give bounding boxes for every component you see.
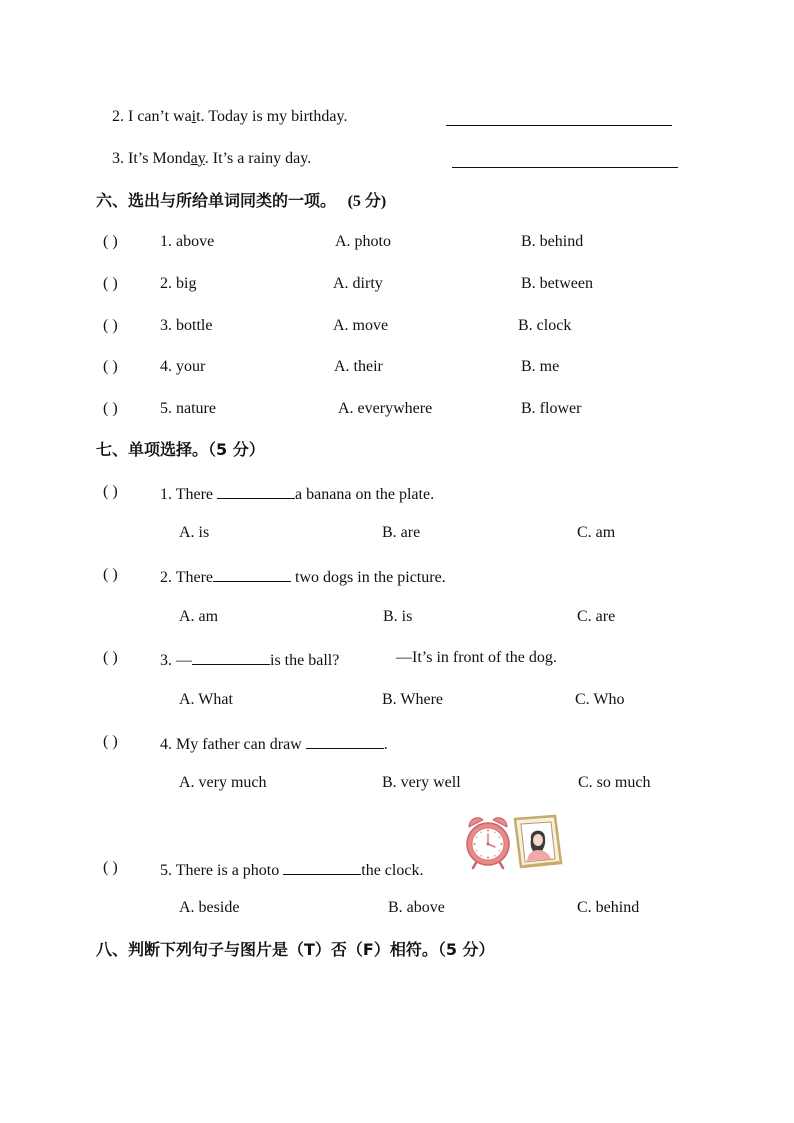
option-b: B. Where [382,691,444,708]
answer-paren[interactable]: ( ) [103,566,118,583]
alarm-clock-icon [467,818,509,868]
list-item: 5. nature [160,400,216,417]
answer-blank[interactable] [446,125,672,126]
option-a: A. everywhere [338,400,433,417]
underlined-letter: a [190,150,198,167]
answer-paren[interactable]: ( ) [103,733,118,750]
option-b: B. above [388,899,445,916]
option-a: A. beside [179,899,240,916]
sentence-part: t. Today is my birthday. [196,108,348,125]
item-number: 3. [112,150,124,167]
option-b: B. is [383,608,413,625]
underlined-letter: y [197,150,205,167]
option-b: B. between [521,275,593,292]
option-a: A. is [179,524,210,541]
option-a: A. dirty [333,275,383,292]
option-a: A. their [334,358,383,375]
s5-item-2 [112,107,347,127]
option-a: A. photo [335,233,391,250]
response-text: —It’s in front of the dog. [396,649,557,666]
answer-paren[interactable]: ( ) [103,358,118,375]
answer-paren[interactable]: ( ) [103,649,118,666]
sentence-part: It’s Mond [128,150,191,167]
option-a: A. What [179,691,233,708]
answer-paren[interactable]: ( ) [103,859,118,876]
section-7-heading: 七、单项选择。（5 分） [96,440,265,459]
fill-blank[interactable] [192,648,270,665]
fill-blank[interactable] [213,565,291,582]
answer-paren[interactable]: ( ) [103,233,118,250]
option-a: A. move [333,317,389,334]
answer-paren[interactable]: ( ) [103,317,118,334]
answer-paren[interactable]: ( ) [103,483,118,500]
section-6-heading [96,191,386,212]
list-item: 1. above [160,233,215,250]
option-b: B. flower [521,400,582,417]
option-b: B. me [521,358,560,375]
option-c: C. behind [577,899,640,916]
sentence-part: . It’s a rainy day. [204,150,312,167]
option-c: C. Who [575,691,625,708]
answer-paren[interactable]: ( ) [103,400,118,417]
option-a: A. very much [179,774,267,791]
question-text: 5. There is a photo the clock. [160,858,423,881]
s5-item-3 [112,149,311,169]
photo-frame-icon [515,816,561,867]
option-b: B. are [382,524,421,541]
points: (5 分) [347,193,387,210]
option-c: C. am [577,524,616,541]
sentence-part: I can’t wa [128,108,192,125]
option-b: B. clock [518,317,572,334]
question-text: 1. There a banana on the plate. [160,482,434,505]
fill-blank[interactable] [217,482,295,499]
option-a: A. am [179,608,219,625]
fill-blank[interactable] [283,858,361,875]
section-8-heading: 八、判断下列句子与图片是（T）否（F）相符。（5 分） [96,940,495,959]
list-item: 4. your [160,358,206,375]
answer-blank[interactable] [452,167,678,168]
heading-text: 六、选出与所给单词同类的一项。 [96,191,337,210]
list-item: 3. bottle [160,317,213,334]
option-c: C. are [577,608,616,625]
alarm-clock-with-photo-frame-icon [463,813,565,871]
option-b: B. behind [521,233,584,250]
question-text: 2. There two dogs in the picture. [160,565,446,588]
item-number: 2. [112,108,124,125]
list-item: 2. big [160,275,197,292]
question-text: 4. My father can draw . [160,732,388,755]
answer-paren[interactable]: ( ) [103,275,118,292]
fill-blank[interactable] [306,732,384,749]
underlined-letter: i [191,108,197,125]
question-text: 3. — is the ball? [160,648,339,671]
option-c: C. so much [578,774,651,791]
option-b: B. very well [382,774,461,791]
